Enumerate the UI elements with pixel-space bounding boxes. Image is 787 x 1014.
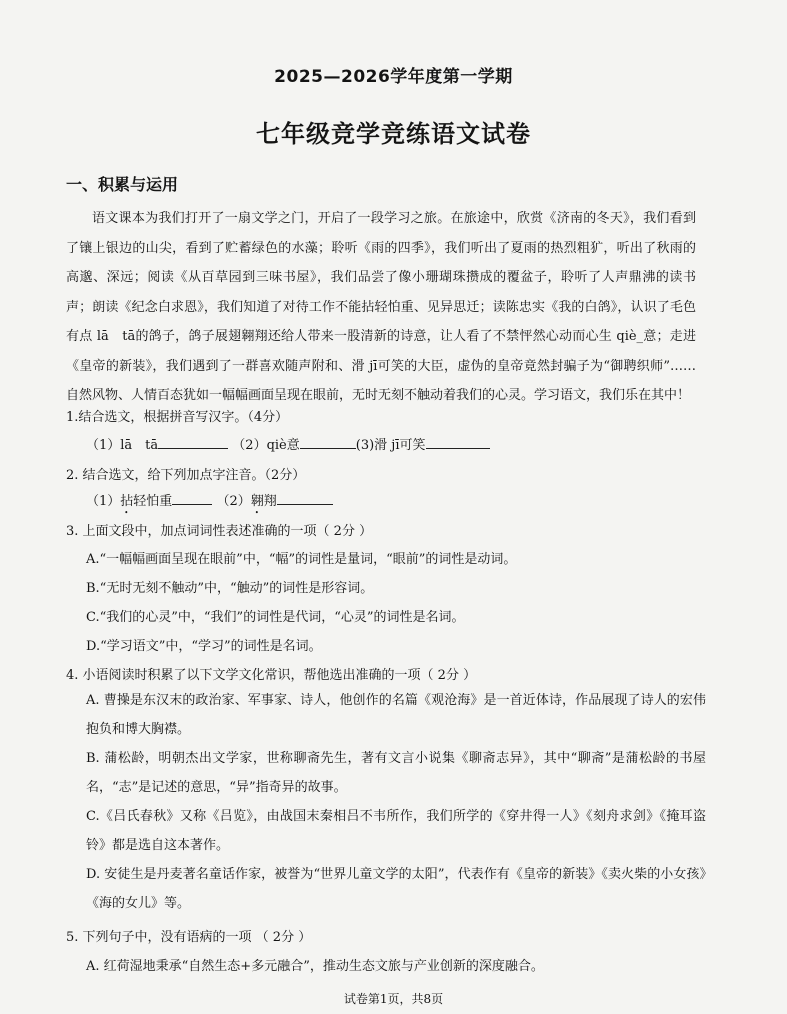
q2-part1-suffix: 轻怕重 (133, 494, 173, 509)
q3-option-a[interactable]: A.“一幅幅画面呈现在眼前”中，“幅”的词性是量词，“眼前”的词性是动词。 (86, 552, 517, 567)
question-2-blanks (86, 490, 333, 517)
section-heading: 一、积累与运用 (66, 175, 179, 194)
q4-option-b[interactable]: B. 蒲松龄，明朝杰出文学家，世称聊斋先生，著有文言小说集《聊斋志异》，其中“聊斋”是蒲松龄的书屋名，“志”是记述的意思，“异”指奇异的故事。 (86, 751, 706, 795)
reading-passage: 语文课本为我们打开了一扇文学之门，开启了一段学习之旅。在旅途中，欣赏《济南的冬天》，我们看到了镶上银边的山尖，看到了贮蓄绿色的水藻；聆听《雨的四季》，我们听出了夏雨的热烈粗犷，听出了秋雨的高邈、深远；阅读《从百草园到三味书屋》，我们品尝了像小珊瑚珠攒成的覆盆子，聆听了人声鼎沸的读书声；朗读《纪念白求恩》，我们知道了对待工作不能拈轻怕重、见异思迁；读陈忠实《我的白鸽》，认识了毛色有点 lā tā的鸽子，鸽子展翅翱翔还给人带来一股清新的诗意，让人看了不禁怦然心动而心生 qiè_意；走进《皇帝的新装》，我们遇到了一群喜欢随声附和、滑 jī可笑的大臣，虚伪的皇帝竟然封骗子为“御聘织师”……自然风物、人情百态犹如一幅幅画面呈现在眼前，无时无刻不触动着我们的心灵。学习语文，我们乐在其中！ (66, 211, 696, 403)
q3-option-c[interactable]: C.“我们的心灵”中，“我们”的词性是代词，“心灵”的词性是名词。 (86, 610, 465, 625)
question-5-stem: 5. 下列句子中，没有语病的一项 （ 2分 ） (66, 930, 312, 945)
q2-part2-prefix: （2） (216, 494, 251, 509)
q2-part2-suffix: 翔 (263, 494, 277, 509)
q2-blank-2[interactable] (277, 491, 333, 505)
question-3-stem: 3. 上面文段中，加点词词性表述准确的一项（ 2分 ） (66, 524, 373, 539)
q1-blank-2[interactable] (300, 435, 356, 449)
q3-option-b[interactable]: B.“无时无刻不触动”中，“触动”的词性是形容词。 (86, 581, 374, 596)
q4-option-c[interactable]: C.《吕氏春秋》又称《吕览》，由战国末秦相吕不韦所作，我们所学的《穿井得一人》《刻舟求剑》《掩耳盗铃》都是选自这本著作。 (86, 809, 706, 853)
q2-blank-1[interactable] (172, 491, 212, 505)
q5-option-a[interactable]: A. 红荷湿地秉承“自然生态+多元融合”，推动生态文旅与产业创新的深度融合。 (86, 959, 544, 974)
q4-option-a[interactable]: A. 曹操是东汉末的政治家、军事家、诗人，他创作的名篇《观沧海》是一首近体诗，作品展现了诗人的宏伟抱负和博大胸襟。 (86, 693, 706, 737)
exam-title: 七年级竞学竞练语文试卷 (256, 120, 531, 148)
q2-dotted-char-2: 翱 (250, 494, 264, 509)
q2-part1-prefix: （1） (86, 494, 121, 509)
question-2-stem: 2. 结合选文，给下列加点字注音。（2分） (66, 468, 306, 483)
q1-blank-3[interactable] (426, 435, 490, 449)
school-year-heading: 2025—2026学年度第一学期 (274, 67, 513, 87)
q1-part3-label: (3)滑 jī可笑 (355, 438, 426, 453)
q3-option-d[interactable]: D.“学习语文”中，“学习”的词性是名词。 (86, 639, 322, 654)
question-1-stem: 1.结合选文，根据拼音写汉字。（4分） (66, 410, 289, 425)
q1-blank-1[interactable] (158, 435, 228, 449)
question-4-stem: 4. 小语阅读时积累了以下文学文化常识，帮他选出准确的一项（ 2分 ） (66, 668, 477, 683)
page-footer: 试卷第1页，共8页 (343, 992, 444, 1006)
q1-part2-label: （2）qiè意 (232, 438, 300, 453)
q1-part1-label: （1）lā tā (86, 438, 159, 453)
question-1-blanks (86, 434, 490, 453)
q4-option-d[interactable]: D. 安徒生是丹麦著名童话作家，被誉为“世界儿童文学的太阳”，代表作有《皇帝的新装》《卖火柴的小女孩》《海的女儿》等。 (86, 867, 706, 911)
q2-dotted-char-1: 拈 (120, 494, 134, 509)
